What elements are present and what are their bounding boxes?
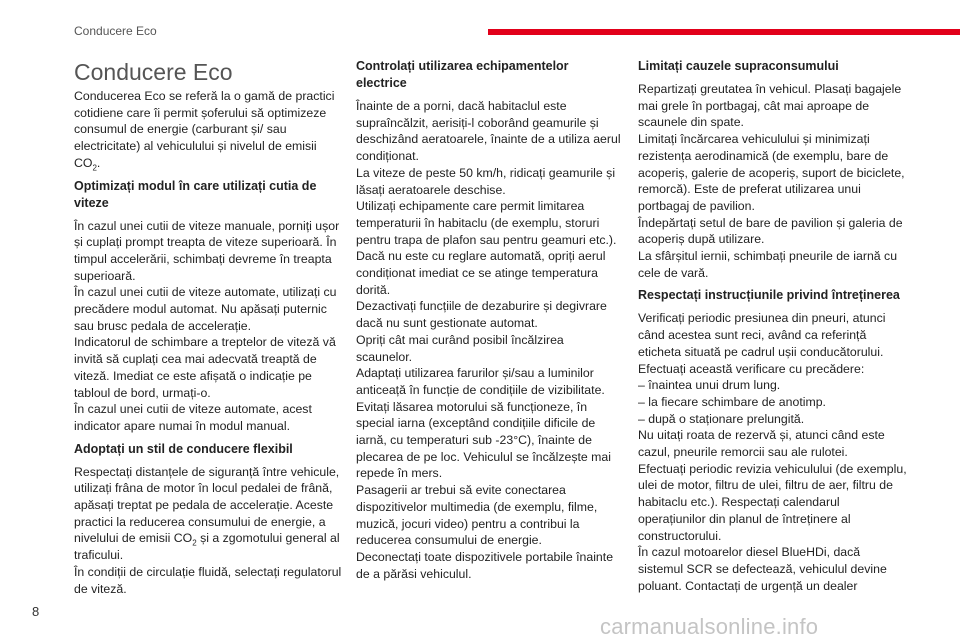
paragraph: La sfârșitul iernii, schimbați pneurile de iarnă cu cele de vară. <box>638 249 898 280</box>
paragraph: Limitați încărcarea vehiculului și minimizați rezistența aerodinamică (de exemplu, bare de acoperiș, galerie de acoperiș, suport de biciclete, remorcă). Este de preferat utilizarea unui portbagaj de pavilion. <box>638 132 905 213</box>
paragraph: Efectuați periodic revizia vehiculului (de exemplu, ulei de motor, filtru de ulei, filtru de aer, filtru de habitaclu etc.). Respectați calendarul operațiunilor din planul de întreținere al constructorului. <box>638 461 907 543</box>
paragraph: În cazul unei cutii de viteze manuale, porniți ușor și cuplați prompt treapta de viteze superioară. În timpul accelerării, schimbați devreme în treapta superioară. <box>74 218 340 283</box>
page-title: Conducere Eco <box>74 59 233 85</box>
watermark: carmanualsonline.info <box>600 614 819 639</box>
list-item: – înaintea unui drum lung. <box>638 378 781 393</box>
column-1 <box>74 58 346 597</box>
column-3 <box>638 58 908 594</box>
paragraph: Pasagerii ar trebui să evite conectarea dispozitivelor multimedia (de exemplu, filme, muzică, jocuri video) pentru a contribui la reducerea consumului de energie. <box>356 483 598 548</box>
column-2 <box>356 58 622 582</box>
paragraph: Indicatorul de schimbare a treptelor de viteză vă invită să cuplați cea mai adecvată treaptă de viteză. Imediat ce este afișată o indicație pe tabloul de bord, urmați-o. <box>74 335 336 400</box>
intro-paragraph: Conducerea Eco se referă la o gamă de practici cotidiene care îi permit șoferului să optimizeze consumul de energie (carburant și/ sau electricitate) al vehiculului și nivelul de emisii $CO_2$. <box>74 89 335 173</box>
list-item: – la fiecare schimbare de anotimp. <box>638 394 826 409</box>
paragraph: În condiții de circulație fluidă, selectați regulatorul de viteză. <box>74 564 342 596</box>
paragraph: Respectați distanțele de siguranță între vehicule, utilizați frâna de motor în locul pedalei de frână, apăsați treptat pe pedala de accelerație. Aceste practici la reducerea consumului de energie, a nivelului de emisii $CO_2$ și a zgomotului general al traficului. <box>74 464 340 563</box>
paragraph: Dezactivați funcțiile de dezaburire și degivrare dacă nu sunt gestionate automat. <box>356 299 607 331</box>
heading-driving-style: Adoptați un stil de conducere flexibil <box>74 441 293 456</box>
heading-overconsumption: Limitați cauzele supraconsumului <box>638 59 839 73</box>
paragraph: Nu uitați roata de rezervă și, atunci când este cazul, pneurile remorcii sau ale rulotei. <box>638 428 885 460</box>
paragraph: Adaptați utilizarea farurilor și/sau a luminilor anticeață în funcție de condițiile de vizibilitate. <box>356 366 605 397</box>
paragraph: Efectuați această verificare cu precădere: <box>638 361 865 376</box>
paragraph: Opriți cât mai curând posibil încălzirea scaunelor. <box>356 332 564 364</box>
paragraph: La viteze de peste 50 km/h, ridicați geamurile și lăsați aeratoarele deschise. <box>356 165 616 197</box>
paragraph: Utilizați echipamente care permit limitarea temperaturii în habitaclu (de exemplu, storuri pentru trapa de plafon sau pentru geamuri etc.). <box>356 199 617 247</box>
list-item: – după o staționare prelungită. <box>638 411 805 426</box>
paragraph: În cazul unei cutii de viteze automate, utilizați cu precădere modul automat. Nu apăsați puternic sau brusc pedala de accelerație. <box>74 285 337 333</box>
paragraph: În cazul unei cutii de viteze automate, acest indicator apare numai în modul manual. <box>74 402 312 433</box>
paragraph: Evitați lăsarea motorului să funcționeze, în special iarna (exceptând condițiile dificile de iarnă, cu temperaturi sub -23°C), înainte de plecarea de pe loc. Vehiculul se încălzește mai repede în mers. <box>356 399 611 481</box>
header-accent-bar <box>488 29 960 35</box>
heading-maintenance: Respectați instrucțiunile privind întreținerea <box>638 288 900 303</box>
paragraph: Repartizați greutatea în vehicul. Plasați bagajele mai grele în portbagaj, cât mai aproape de scaunele din spate. <box>638 82 902 130</box>
paragraph: Îndepărtați setul de bare de pavilion și galeria de acoperiș după utilizare. <box>638 215 903 247</box>
heading-electrical-equipment: Controlați utilizarea echipamentelor electrice <box>356 59 569 90</box>
paragraph: În cazul motoarelor diesel BlueHDi, dacă sistemul SCR se defectează, vehiculul devine poluant. Contactați de urgență un dealer <box>638 545 887 593</box>
paragraph: Verificați periodic presiunea din pneuri, atunci când acestea sunt reci, având ca referință eticheta situată pe cadrul ușii conducătorului. <box>638 311 886 359</box>
heading-gearbox: Optimizați modul în care utilizați cutia de viteze <box>74 178 317 210</box>
paragraph: Dacă nu este cu reglare automată, opriți aerul condiționat imediat ce se atinge temperatura dorită. <box>356 249 606 297</box>
page-number: 8 <box>32 604 40 619</box>
paragraph: Deconectați toate dispozitivele portabile înainte de a părăsi vehiculul. <box>356 549 614 581</box>
running-header: Conducere Eco <box>74 24 157 38</box>
paragraph: Înainte de a porni, dacă habitaclul este supraîncălzit, aerisiți-l coborând geamurile și deschizând aeratoarele, înainte de a utiliza aerul condiționat. <box>356 99 621 164</box>
